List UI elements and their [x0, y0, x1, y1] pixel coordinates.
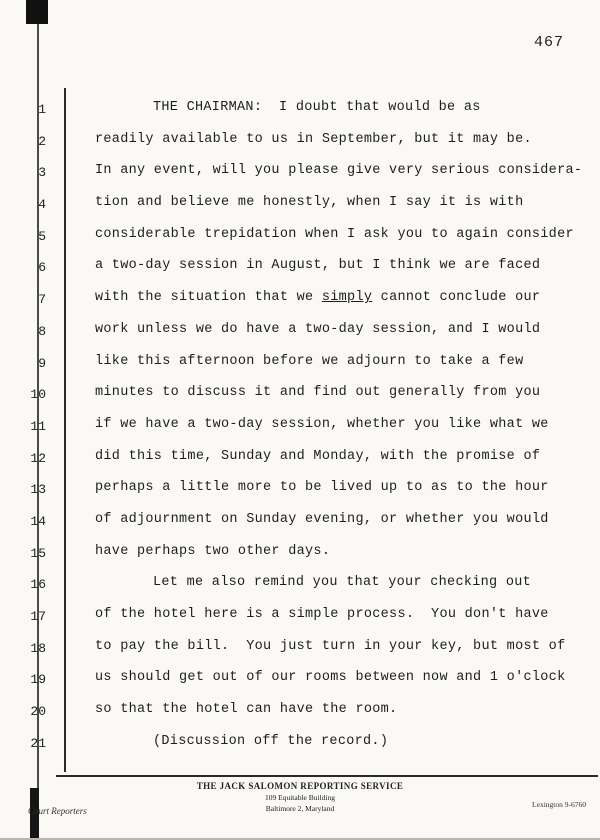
transcript-line [0, 417, 600, 449]
line-text: tion and believe me honestly, when I say it is with [95, 195, 524, 211]
line-text: work unless we do have a two-day session, and I would [95, 321, 541, 337]
line-number: 8 [38, 323, 46, 339]
reporting-service-name: THE JACK SALOMON REPORTING SERVICE [196, 781, 404, 791]
line-text: us should get out of our rooms between now and 1 o'clock [95, 670, 566, 686]
line-number: 21 [30, 735, 46, 751]
page-number: 467 [533, 34, 564, 51]
transcript-line [0, 163, 600, 195]
line-number: 16 [30, 577, 46, 593]
transcript-line [0, 100, 600, 132]
footer-address-line1: 109 Equitable Building [265, 793, 335, 803]
line-number: 19 [30, 672, 46, 688]
line-text: perhaps a little more to be lived up to as to the hour [95, 480, 549, 496]
line-text: like this afternoon before we adjourn to take a few [95, 353, 524, 369]
line-number: 2 [38, 133, 46, 149]
line-text: THE CHAIRMAN: I doubt that would be as [153, 100, 481, 115]
transcript-line [0, 195, 600, 227]
transcript-line [0, 575, 600, 607]
transcript-line [0, 544, 600, 576]
transcript-line [0, 354, 600, 386]
footer-center [0, 780, 600, 815]
transcript-line [0, 702, 600, 734]
transcript-line [0, 607, 600, 639]
line-number: 3 [38, 165, 46, 181]
transcript-line [0, 385, 600, 417]
transcript-line [0, 512, 600, 544]
line-number: 18 [30, 640, 46, 656]
scan-artifact-top [26, 0, 48, 24]
line-text: considerable trepidation when I ask you to again consider [95, 226, 574, 242]
line-number: 20 [30, 704, 46, 720]
line-text: (Discussion off the record.) [153, 733, 389, 749]
transcript-line [0, 480, 600, 512]
transcript-line [0, 449, 600, 481]
transcript-line [0, 227, 600, 259]
transcript-line [0, 290, 600, 322]
line-number: 11 [30, 418, 46, 434]
line-text: did this time, Sunday and Monday, with the promise of [95, 448, 541, 464]
line-text: to pay the bill. You just turn in your key, but most of [95, 638, 566, 654]
transcript-line [0, 734, 600, 766]
transcript-lines [0, 100, 600, 765]
line-text: if we have a two-day session, whether you like what we [95, 416, 549, 432]
line-text: have perhaps two other days. [95, 543, 331, 559]
line-number: 4 [38, 197, 46, 213]
line-number: 9 [38, 355, 46, 371]
footer-phone: Lexington 9-6760 [532, 800, 586, 809]
line-number: 5 [38, 228, 46, 244]
line-number: 17 [30, 609, 46, 624]
transcript-line [0, 132, 600, 164]
line-number: 13 [30, 482, 46, 498]
footer-rule [56, 775, 598, 777]
line-number: 6 [38, 260, 46, 276]
line-text: In any event, will you please give very serious considera- [95, 163, 583, 179]
line-number: 10 [30, 387, 46, 403]
line-text: with the situation that we simply cannot conclude our [95, 290, 541, 306]
transcript-line [0, 639, 600, 671]
footer-court-reporters: Court Reporters [28, 806, 87, 816]
transcript-line [0, 258, 600, 290]
line-text: minutes to discuss it and find out generally from you [95, 385, 541, 401]
line-text: a two-day session in August, but I think we are faced [95, 258, 541, 274]
line-number: 1 [38, 102, 46, 117]
line-text: so that the hotel can have the room. [95, 702, 398, 718]
transcript-line [0, 670, 600, 702]
line-number: 12 [30, 450, 46, 466]
line-text: of adjournment on Sunday evening, or whether you would [95, 511, 549, 527]
line-text: Let me also remind you that your checking out [153, 575, 532, 591]
footer-address-line2: Baltimore 2, Maryland [265, 803, 335, 813]
line-text: readily available to us in September, but it may be. [95, 131, 532, 147]
line-number: 14 [30, 513, 46, 529]
line-number: 7 [38, 292, 46, 308]
transcript-line [0, 322, 600, 354]
line-text: of the hotel here is a simple process. You don't have [95, 607, 549, 622]
line-number: 15 [30, 545, 46, 561]
